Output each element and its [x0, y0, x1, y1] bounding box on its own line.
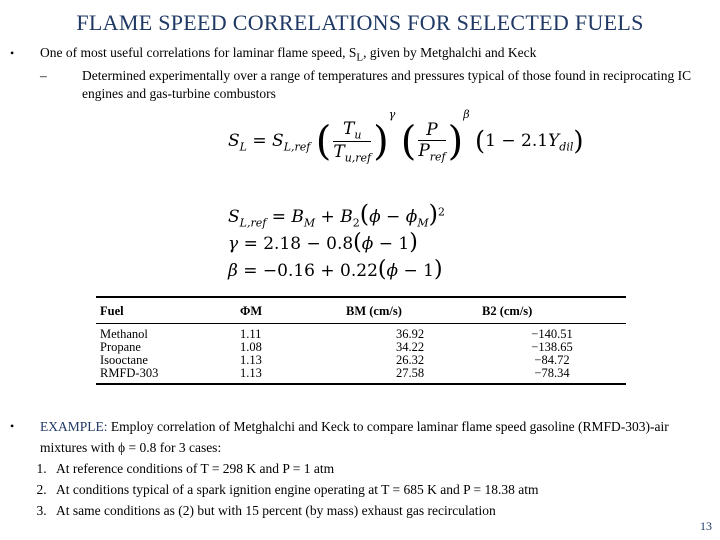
- cell-bm: 36.92: [395, 327, 425, 341]
- cell-phi-m: 1.13: [236, 367, 342, 384]
- cell-phi-m: 1.08: [240, 340, 262, 354]
- cell-bm: 26.32: [395, 353, 425, 367]
- table-row: [96, 324, 626, 342]
- header-bm: BM (cm/s): [342, 297, 478, 324]
- table-row: [96, 367, 626, 384]
- equation-flame-speed: $S_L = S_{L,ref}$ ( $\frac{T_u}{T_{u,ref}}$ )$^\gamma$ ( $\frac{P}{P_{ref}}$ )$^\beta$ $(1 - 2.1Y_{dil})$: [228, 108, 584, 165]
- cell-fuel: Propane: [100, 340, 141, 354]
- list-item: 3. At same conditions as (2) but with 15 percent (by mass) exhaust gas recirculation: [50, 500, 710, 521]
- sub-bullet-marker: –: [40, 67, 47, 83]
- cell-fuel: RMFD-303: [96, 367, 236, 384]
- fuel-constants-table: [96, 296, 626, 385]
- header-b2: B2 (cm/s): [478, 297, 626, 324]
- bullet-text: One of most useful correlations for laminar flame speed, $S_L$, given by Metghalchi and Keck: [40, 45, 537, 64]
- cell-fuel: Methanol: [100, 327, 148, 341]
- cell-phi-m: 1.13: [240, 353, 262, 367]
- equation-beta: β = −0.16 + 0.22(ϕ − 1): [228, 257, 443, 282]
- cell-b2: −138.65: [531, 340, 573, 354]
- case-list: [10, 458, 710, 521]
- cell-bm: 27.58: [342, 367, 478, 384]
- bullet-correlation: [10, 44, 710, 103]
- list-item: 2. At conditions typical of a spark ignition engine operating at T = 685 K and P = 18.38 atm: [50, 479, 710, 500]
- page-number: 13: [700, 519, 712, 533]
- example-label: EXAMPLE:: [40, 419, 108, 434]
- bullet-marker: •: [10, 46, 15, 60]
- cell-fuel: Isooctane: [100, 353, 148, 367]
- slide-title: FLAME SPEED CORRELATIONS FOR SELECTED FUELS: [76, 10, 644, 35]
- header-fuel: Fuel: [96, 297, 236, 324]
- list-item: 1. At reference conditions of T = 298 K and P = 1 atm: [50, 458, 710, 479]
- cell-bm: 34.22: [395, 340, 425, 354]
- sub-bullet: [40, 67, 710, 103]
- cell-b2: −84.72: [534, 353, 570, 367]
- sub-bullet-text: Determined experimentally over a range of temperatures and pressures typical of those found in reciprocating IC engines and gas-turbine combustors: [82, 67, 692, 101]
- table-header-row: [96, 297, 626, 324]
- cell-b2: −78.34: [478, 367, 626, 384]
- header-phi-m: ΦM: [236, 297, 342, 324]
- example-text: EXAMPLE: Employ correlation of Metghalchi and Keck to compare laminar flame speed gasoline (RMFD-303)-air mixtures with ϕ = 0.8 for 3 cases:: [40, 419, 669, 455]
- equation-reference-speed: $S_{L,ref} = B_M + B_2(\phi - \phi_M)^2$: [228, 200, 445, 230]
- cell-b2: −140.51: [531, 327, 573, 341]
- equation-gamma: γ = 2.18 − 0.8(ϕ − 1): [228, 230, 418, 255]
- bullet-example: [10, 416, 710, 521]
- bullet-marker: •: [10, 419, 15, 433]
- cell-phi-m: 1.11: [240, 327, 262, 341]
